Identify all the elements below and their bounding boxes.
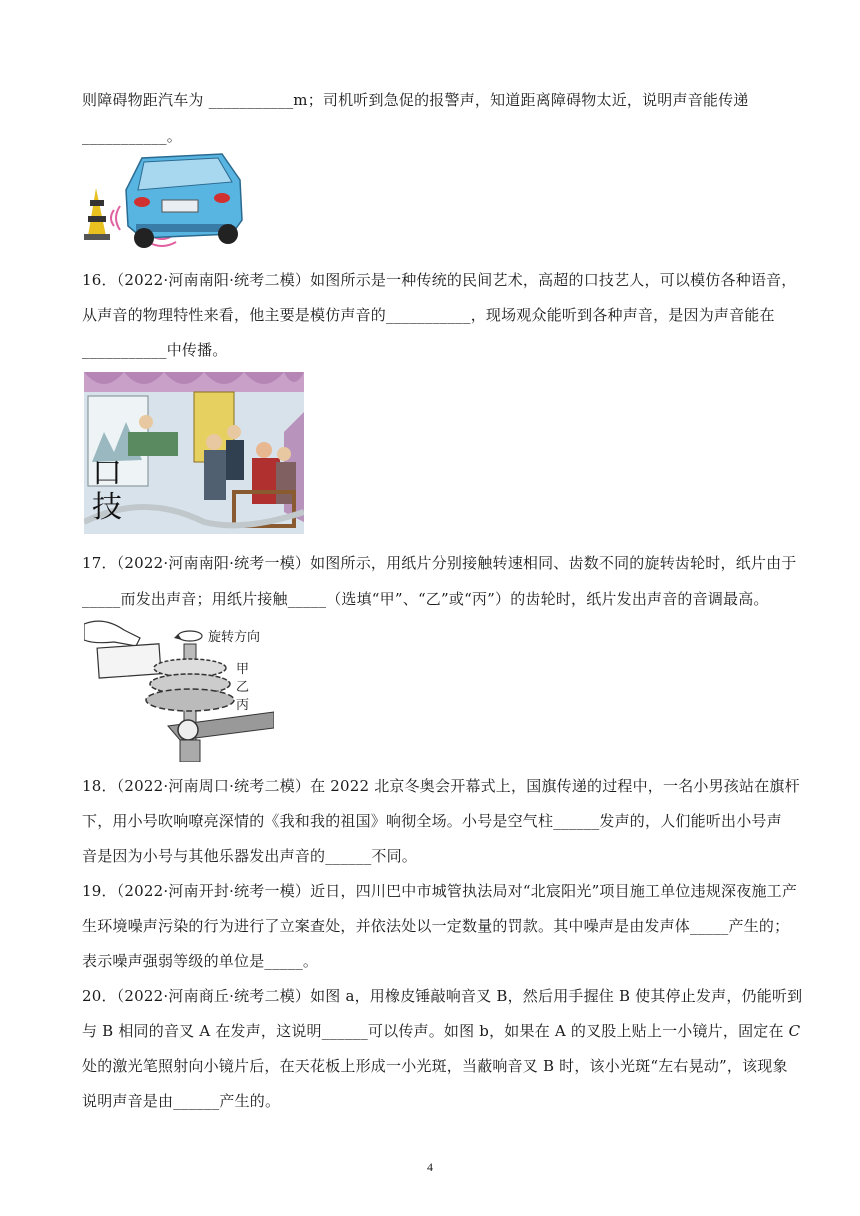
q18-line-3: 音是因为小号与其他乐器发出声音的______不同。 [82,847,418,865]
q16-line-1: 16．（2022·河南南阳·统考二模）如图所示是一种传统的民间艺术，高超的口技艺人，可以模仿各种语音， [82,271,797,289]
kouji-vocal-mimicry-image [84,372,304,534]
q18-line-1: 18．（2022·河南周口·统考二模）在 2022 北京冬奥会开幕式上，国旗传递的过程中，一名小男孩站在旗杆 [82,777,800,795]
kouji-char-1: 口 [92,456,122,491]
q20-line-2 [82,1021,800,1041]
kouji-char-2: 技 [92,490,122,525]
q20-variable-c: C [788,1022,801,1040]
q19-line-2: 生环境噪声污染的行为进行了立案查处，并依法处以一定数量的罚款。其中噪声是由发声体_____产生的； [82,917,790,935]
rotating-gears-image [84,616,274,762]
gear-jia-label: 甲 [236,662,250,677]
q17-line-1: 17．（2022·河南南阳·统考一模）如图所示，用纸片分别接触转速相同、齿数不同的旋转齿轮时，纸片由于 [82,554,797,572]
q20-line-1: 20．（2022·河南商丘·统考二模）如图 a，用橡皮锤敲响音叉 B，然后用手握住 B 使其停止发声，仍能听到 [82,987,803,1005]
q16-line-2: 从声音的物理特性来看，他主要是模仿声音的___________，现场观众能听到各种声音，是因为声音能在 [82,306,775,324]
q19-line-3: 表示噪声强弱等级的单位是_____。 [82,952,319,970]
q17-line-2: _____而发出声音；用纸片接触_____（选填“甲”、“乙”或“丙”）的齿轮时，纸片发出声音的音调最高。 [82,590,769,608]
q20-line-3: 处的激光笔照射向小镜片后，在天花板上形成一小光斑，当蔽响音叉 B 时，该小光斑“左右晃动”，该现象 [82,1057,788,1075]
page-number: 4 [427,1160,433,1174]
q15-line-2: ___________。 [82,127,182,145]
q20-line-4: 说明声音是由______产生的。 [82,1092,281,1110]
rotation-direction-label: 旋转方向 [208,630,261,645]
car-parking-sensor-image [82,150,244,250]
q15-line-1: 则障碍物距汽车为 ___________m；司机听到急促的报警声，知道距离障碍物太近，说明声音能传递 [82,91,749,109]
q18-line-2: 下，用小号吹响嘹亮深情的《我和我的祖国》响彻全场。小号是空气柱______发声的，人们能听出小号声 [82,812,782,830]
q20-line-2-text: 与 B 相同的音叉 A 在发声，这说明______可以传声。如图 b，如果在 A 的叉股上贴上一小镜片，固定在 [82,1022,784,1040]
q16-line-3: ___________中传播。 [82,341,228,359]
q19-line-1: 19．（2022·河南开封·统考一模）近日，四川巴中市城管执法局对“北宸阳光”项目施工单位违规深夜施工产 [82,882,798,900]
gear-yi-label: 乙 [236,680,250,695]
gear-bing-label: 丙 [236,698,250,713]
